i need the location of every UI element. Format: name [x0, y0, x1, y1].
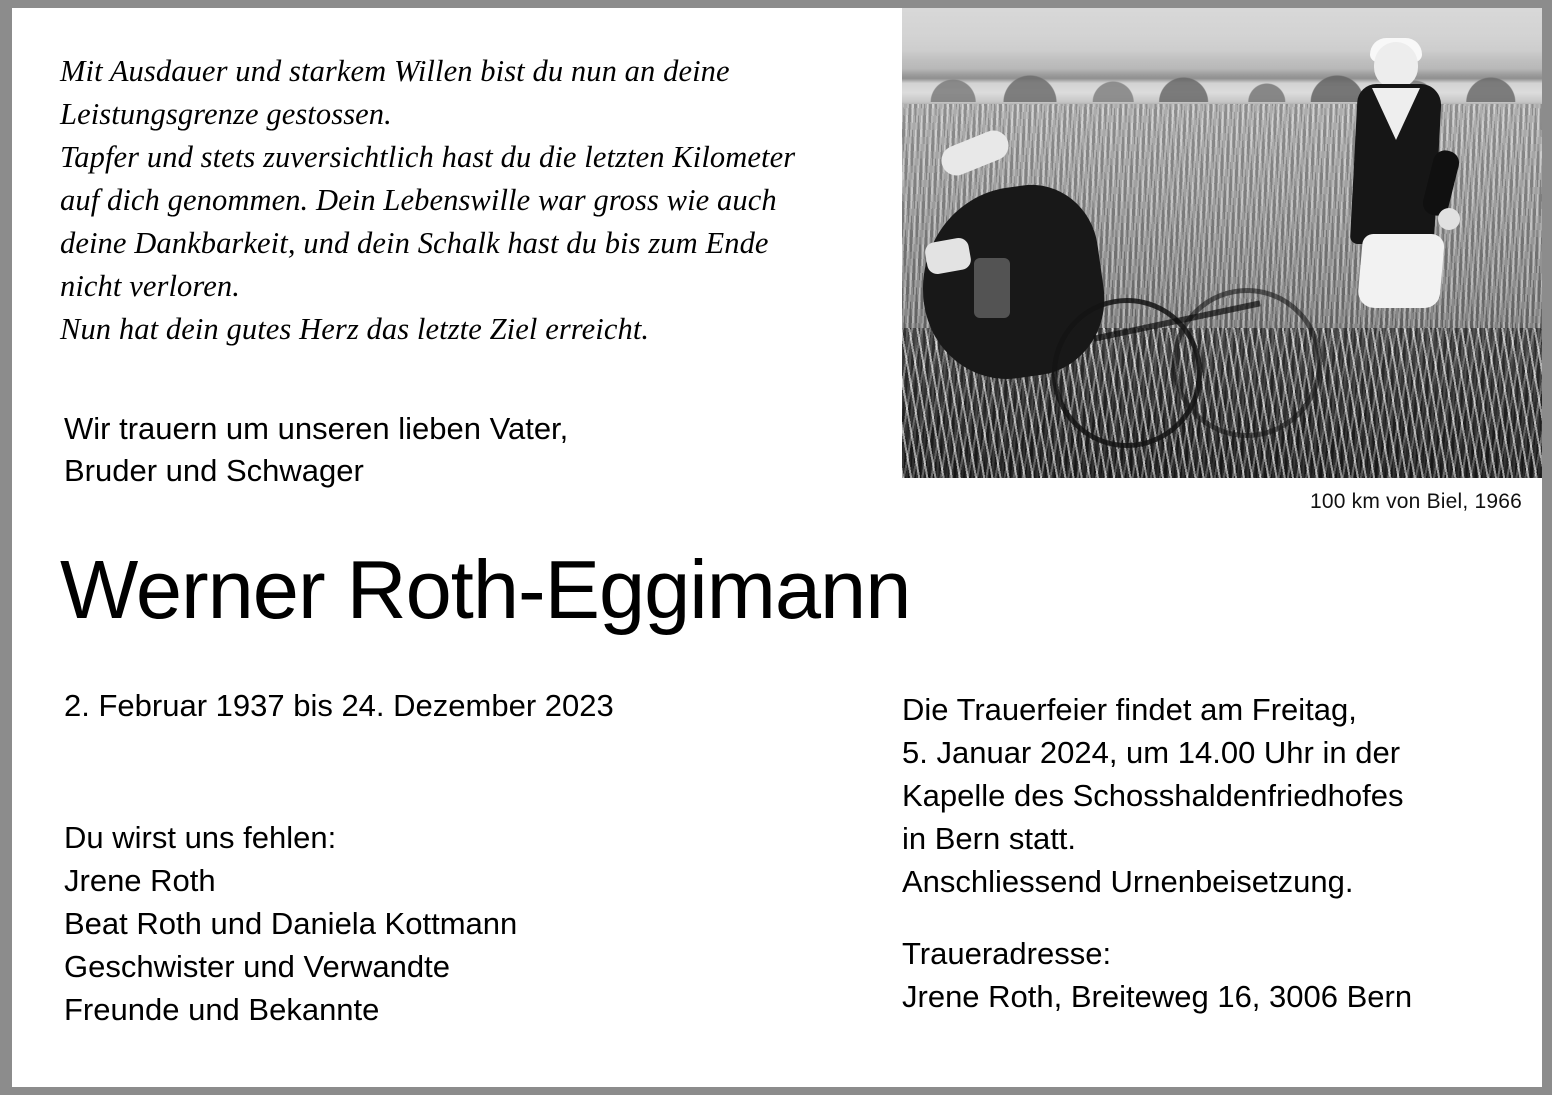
poem-line: Tapfer und stets zuversichtlich hast du die letzten Kilometer — [60, 140, 796, 174]
intro-line: Wir trauern um unseren lieben Vater, — [64, 411, 569, 446]
memorial-photo — [902, 8, 1542, 478]
poem-line: Leistungsgrenze gestossen. — [60, 97, 392, 131]
condolence-address — [902, 932, 1522, 1018]
intro-text — [64, 408, 568, 492]
poem-line: nicht verloren. — [60, 269, 240, 303]
ceremony-line: Anschliessend Urnenbeisetzung. — [902, 864, 1354, 899]
address-label: Traueradresse: — [902, 936, 1112, 971]
mourner-name: Geschwister und Verwandte — [64, 949, 450, 984]
deceased-name: Werner Roth-Eggimann — [60, 543, 911, 636]
intro-line: Bruder und Schwager — [64, 453, 364, 488]
ceremony-line: 5. Januar 2024, um 14.00 Uhr in der — [902, 735, 1401, 770]
ceremony-details — [902, 688, 1502, 903]
poem-line: auf dich genommen. Dein Lebenswille war gross wie auch — [60, 183, 777, 217]
photo-image — [902, 8, 1542, 478]
runner-figure-decoration — [1332, 42, 1462, 342]
obituary-card — [12, 8, 1542, 1087]
deceased-dates: 2. Februar 1937 bis 24. Dezember 2023 — [64, 688, 614, 723]
photo-caption: 100 km von Biel, 1966 — [1310, 490, 1522, 513]
mourner-name: Jrene Roth — [64, 863, 216, 898]
mourners-list — [64, 816, 517, 1031]
ceremony-line: in Bern statt. — [902, 821, 1077, 856]
ceremony-line: Die Trauerfeier findet am Freitag, — [902, 692, 1357, 727]
ceremony-line: Kapelle des Schosshaldenfriedhofes — [902, 778, 1404, 813]
poem-line: Nun hat dein gutes Herz das letzte Ziel erreicht. — [60, 312, 650, 346]
poem-line: Mit Ausdauer und starkem Willen bist du nun an deine — [60, 54, 730, 88]
bicycle-decoration — [1052, 278, 1352, 448]
mourners-heading: Du wirst uns fehlen: — [64, 820, 337, 855]
mourner-name: Freunde und Bekannte — [64, 992, 380, 1027]
poem-line: deine Dankbarkeit, und dein Schalk hast du bis zum Ende — [60, 226, 769, 260]
mourner-name: Beat Roth und Daniela Kottmann — [64, 906, 518, 941]
address-value: Jrene Roth, Breiteweg 16, 3006 Bern — [902, 979, 1413, 1014]
memorial-poem — [60, 50, 890, 351]
